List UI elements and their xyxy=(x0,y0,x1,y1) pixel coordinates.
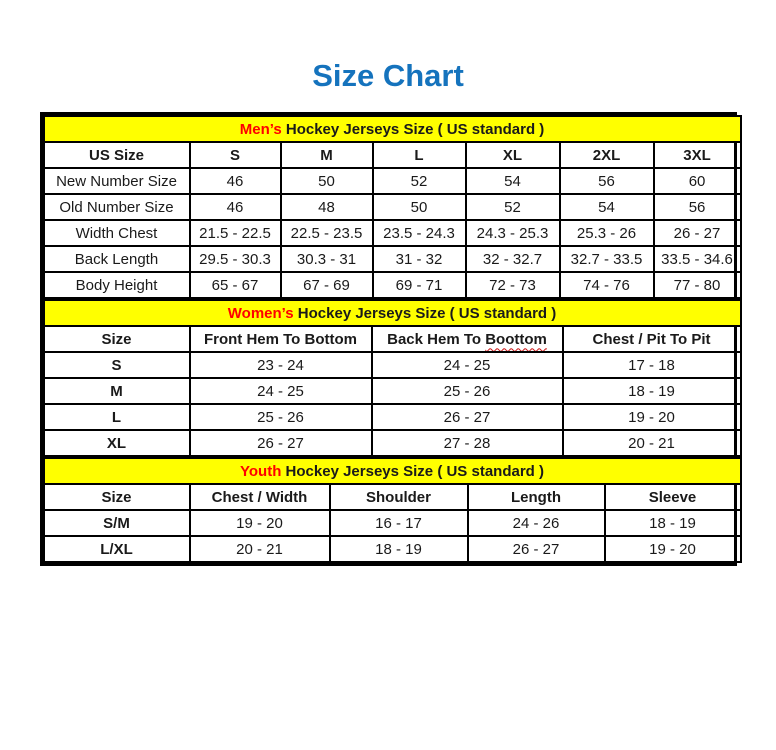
mens-column-header: S xyxy=(190,142,281,168)
mens-value-cell: 74 - 76 xyxy=(560,272,654,298)
womens-value-cell: 20 - 21 xyxy=(563,430,741,456)
womens-column-header: Size xyxy=(44,326,190,352)
womens-value-cell: 26 - 27 xyxy=(190,430,372,456)
womens-value-cell: 25 - 26 xyxy=(190,404,372,430)
mens-value-cell: 21.5 - 22.5 xyxy=(190,220,281,246)
mens-value-cell: 30.3 - 31 xyxy=(281,246,373,272)
womens-size-section xyxy=(43,299,734,457)
womens-section-header xyxy=(44,300,741,326)
youth-value-cell: 18 - 19 xyxy=(330,536,468,562)
mens-value-cell: 31 - 32 xyxy=(373,246,466,272)
youth-value-cell: 26 - 27 xyxy=(468,536,605,562)
mens-value-cell: 33.5 - 34.6 xyxy=(654,246,741,272)
womens-table xyxy=(43,299,742,457)
womens-column-header: Chest / Pit To Pit xyxy=(563,326,741,352)
womens-value-cell: 17 - 18 xyxy=(563,352,741,378)
youth-column-header: Size xyxy=(44,484,190,510)
mens-value-cell: 46 xyxy=(190,168,281,194)
mens-value-cell: 23.5 - 24.3 xyxy=(373,220,466,246)
size-chart-table-group xyxy=(40,112,737,566)
mens-value-cell: 32 - 32.7 xyxy=(466,246,560,272)
mens-value-cell: 22.5 - 23.5 xyxy=(281,220,373,246)
youth-section-header-text: Hockey Jerseys Size ( US standard ) xyxy=(281,462,544,480)
mens-value-cell: 67 - 69 xyxy=(281,272,373,298)
womens-table-row xyxy=(44,378,741,404)
mens-table-row xyxy=(44,168,741,194)
womens-column-header: Back Hem To Boottom xyxy=(372,326,563,352)
mens-row-label: Old Number Size xyxy=(44,194,190,220)
mens-value-cell: 65 - 67 xyxy=(190,272,281,298)
mens-value-cell: 56 xyxy=(560,168,654,194)
womens-section-header-text: Hockey Jerseys Size ( US standard ) xyxy=(293,304,557,322)
youth-table-row xyxy=(44,510,741,536)
womens-table-row xyxy=(44,352,741,378)
youth-value-cell: 19 - 20 xyxy=(605,536,741,562)
womens-value-cell: 24 - 25 xyxy=(190,378,372,404)
mens-column-header: M xyxy=(281,142,373,168)
womens-column-header-row xyxy=(44,326,741,352)
mens-value-cell: 46 xyxy=(190,194,281,220)
mens-value-cell: 50 xyxy=(281,168,373,194)
youth-size-section xyxy=(43,457,734,563)
youth-value-cell: 19 - 20 xyxy=(190,510,330,536)
womens-value-cell: 25 - 26 xyxy=(372,378,563,404)
mens-column-header: 3XL xyxy=(654,142,741,168)
womens-section-header-highlight: Women’s xyxy=(227,304,294,322)
youth-column-header-row xyxy=(44,484,741,510)
mens-value-cell: 24.3 - 25.3 xyxy=(466,220,560,246)
youth-value-cell: 18 - 19 xyxy=(605,510,741,536)
mens-value-cell: 77 - 80 xyxy=(654,272,741,298)
mens-table-row xyxy=(44,220,741,246)
mens-value-cell: 56 xyxy=(654,194,741,220)
mens-table xyxy=(43,115,742,299)
mens-value-cell: 52 xyxy=(373,168,466,194)
mens-column-header-row xyxy=(44,142,741,168)
womens-row-label: M xyxy=(44,378,190,404)
mens-column-header: US Size xyxy=(44,142,190,168)
mens-section-header-highlight: Men’s xyxy=(239,120,282,138)
mens-value-cell: 69 - 71 xyxy=(373,272,466,298)
mens-value-cell: 32.7 - 33.5 xyxy=(560,246,654,272)
mens-row-label: New Number Size xyxy=(44,168,190,194)
mens-row-label: Width Chest xyxy=(44,220,190,246)
mens-table-row xyxy=(44,194,741,220)
mens-section-header xyxy=(44,116,741,142)
mens-row-label: Body Height xyxy=(44,272,190,298)
youth-table xyxy=(43,457,742,563)
womens-value-cell: 24 - 25 xyxy=(372,352,563,378)
mens-value-cell: 48 xyxy=(281,194,373,220)
mens-column-header: XL xyxy=(466,142,560,168)
womens-table-row xyxy=(44,404,741,430)
mens-size-section xyxy=(43,115,734,299)
youth-column-header: Length xyxy=(468,484,605,510)
youth-value-cell: 20 - 21 xyxy=(190,536,330,562)
youth-table-row xyxy=(44,536,741,562)
youth-row-label: S/M xyxy=(44,510,190,536)
mens-value-cell: 29.5 - 30.3 xyxy=(190,246,281,272)
mens-value-cell: 50 xyxy=(373,194,466,220)
womens-row-label: L xyxy=(44,404,190,430)
mens-row-label: Back Length xyxy=(44,246,190,272)
womens-value-cell: 19 - 20 xyxy=(563,404,741,430)
youth-section-header xyxy=(44,458,741,484)
mens-value-cell: 54 xyxy=(560,194,654,220)
youth-value-cell: 24 - 26 xyxy=(468,510,605,536)
youth-column-header: Sleeve xyxy=(605,484,741,510)
mens-table-row xyxy=(44,246,741,272)
spellcheck-squiggle-word: Boottom xyxy=(485,330,547,348)
mens-table-row xyxy=(44,272,741,298)
youth-value-cell: 16 - 17 xyxy=(330,510,468,536)
page-title: Size Chart xyxy=(312,58,464,93)
mens-value-cell: 72 - 73 xyxy=(466,272,560,298)
mens-section-header-text: Hockey Jerseys Size ( US standard ) xyxy=(281,120,545,138)
mens-value-cell: 60 xyxy=(654,168,741,194)
mens-column-header: 2XL xyxy=(560,142,654,168)
mens-value-cell: 25.3 - 26 xyxy=(560,220,654,246)
womens-table-row xyxy=(44,430,741,456)
mens-value-cell: 52 xyxy=(466,194,560,220)
womens-row-label: XL xyxy=(44,430,190,456)
mens-column-header: L xyxy=(373,142,466,168)
youth-column-header: Chest / Width xyxy=(190,484,330,510)
womens-value-cell: 27 - 28 xyxy=(372,430,563,456)
womens-value-cell: 26 - 27 xyxy=(372,404,563,430)
youth-section-header-highlight: Youth xyxy=(240,462,282,480)
womens-value-cell: 18 - 19 xyxy=(563,378,741,404)
youth-column-header: Shoulder xyxy=(330,484,468,510)
mens-value-cell: 26 - 27 xyxy=(654,220,741,246)
youth-row-label: L/XL xyxy=(44,536,190,562)
womens-value-cell: 23 - 24 xyxy=(190,352,372,378)
womens-column-header: Front Hem To Bottom xyxy=(190,326,372,352)
womens-row-label: S xyxy=(44,352,190,378)
mens-value-cell: 54 xyxy=(466,168,560,194)
